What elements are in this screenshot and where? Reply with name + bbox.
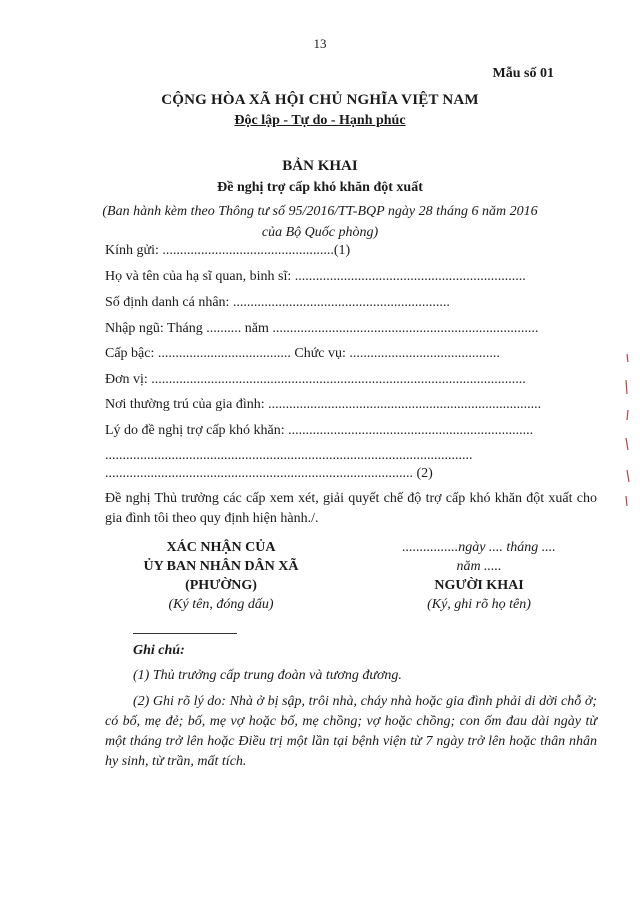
confirmation-line-3: (PHƯỜNG) xyxy=(185,578,257,593)
motto-text: Độc lập - Tự do - Hạnh phúc xyxy=(234,113,406,128)
field-recipient: Kính gửi: .................................................(1) xyxy=(105,243,351,258)
document-title: BẢN KHAI xyxy=(282,158,358,174)
note-1: (1) Thủ trưởng cấp trung đoàn và tương đương. xyxy=(133,668,402,683)
field-reason-line-2: ........................................................................................ (2) xyxy=(105,466,433,481)
confirmation-line-1: XÁC NHẬN CỦA xyxy=(166,540,276,555)
field-enlistment: Nhập ngũ: Tháng .......... năm ............................................................................ xyxy=(105,321,539,336)
declarant-sign-note: (Ký, ghi rõ họ tên) xyxy=(427,597,531,612)
date-line-1: ................ngày .... tháng .... xyxy=(402,540,556,555)
declarant-block xyxy=(360,538,598,614)
declarant-title: NGƯỜI KHAI xyxy=(434,578,524,593)
page-number: 13 xyxy=(313,36,327,51)
date-line-2: năm ..... xyxy=(456,559,502,574)
note-2: (2) Ghi rõ lý do: Nhà ở bị sập, trôi nhà, cháy nhà hoặc gia đình phải di dời chỗ ở; có bố, mẹ đẻ; bố, mẹ vợ hoặc bố, mẹ chồng; vợ hoặc chồng; con ốm đau dài ngày từ một tháng trở lên hoặc Điều trị một lần tại bệnh viện từ 7 ngày trở lên hoặc thân nhân hy sinh, từ trần, mất tích. xyxy=(105,694,597,769)
field-rank-position: Cấp bậc: ...................................... Chức vụ: ........................................... xyxy=(105,346,500,361)
form-code: Mẫu số 01 xyxy=(492,66,554,81)
issued-note xyxy=(0,201,640,243)
confirmation-sign-note: (Ký tên, đóng dấu) xyxy=(168,597,274,612)
field-residence: Nơi thường trú của gia đình: .............................................................................. xyxy=(105,397,542,412)
request-paragraph: Đề nghị Thủ trưởng các cấp xem xét, giải quyết chế độ trợ cấp khó khăn đột xuất cho gia đình tôi theo quy định hiện hành./. xyxy=(105,491,597,526)
document-subtitle: Đề nghị trợ cấp khó khăn đột xuất xyxy=(217,180,423,195)
field-reason-line-1: ......................................................................................................... xyxy=(105,448,473,463)
issued-line-1: (Ban hành kèm theo Thông tư số 95/2016/TT-BQP ngày 28 tháng 6 năm 2016 xyxy=(102,204,538,219)
commune-confirmation-block xyxy=(105,538,337,614)
confirmation-line-2: ỦY BAN NHÂN DÂN XÃ xyxy=(143,559,299,574)
field-unit: Đơn vị: ........................................................................................................... xyxy=(105,372,526,387)
issued-line-2: của Bộ Quốc phòng) xyxy=(261,225,379,240)
field-full-name: Họ và tên của hạ sĩ quan, binh sĩ: .................................................................. xyxy=(105,269,526,284)
nation-header: CỘNG HÒA XÃ HỘI CHỦ NGHĨA VIỆT NAM xyxy=(161,92,479,108)
motto xyxy=(0,113,640,129)
notes-divider xyxy=(133,633,237,634)
scan-edge-mark xyxy=(621,350,633,510)
notes-heading: Ghi chú: xyxy=(133,643,185,658)
field-personal-id: Số định danh cá nhân: .............................................................. xyxy=(105,295,450,310)
field-reason: Lý do đề nghị trợ cấp khó khăn: ...................................................................... xyxy=(105,423,534,438)
